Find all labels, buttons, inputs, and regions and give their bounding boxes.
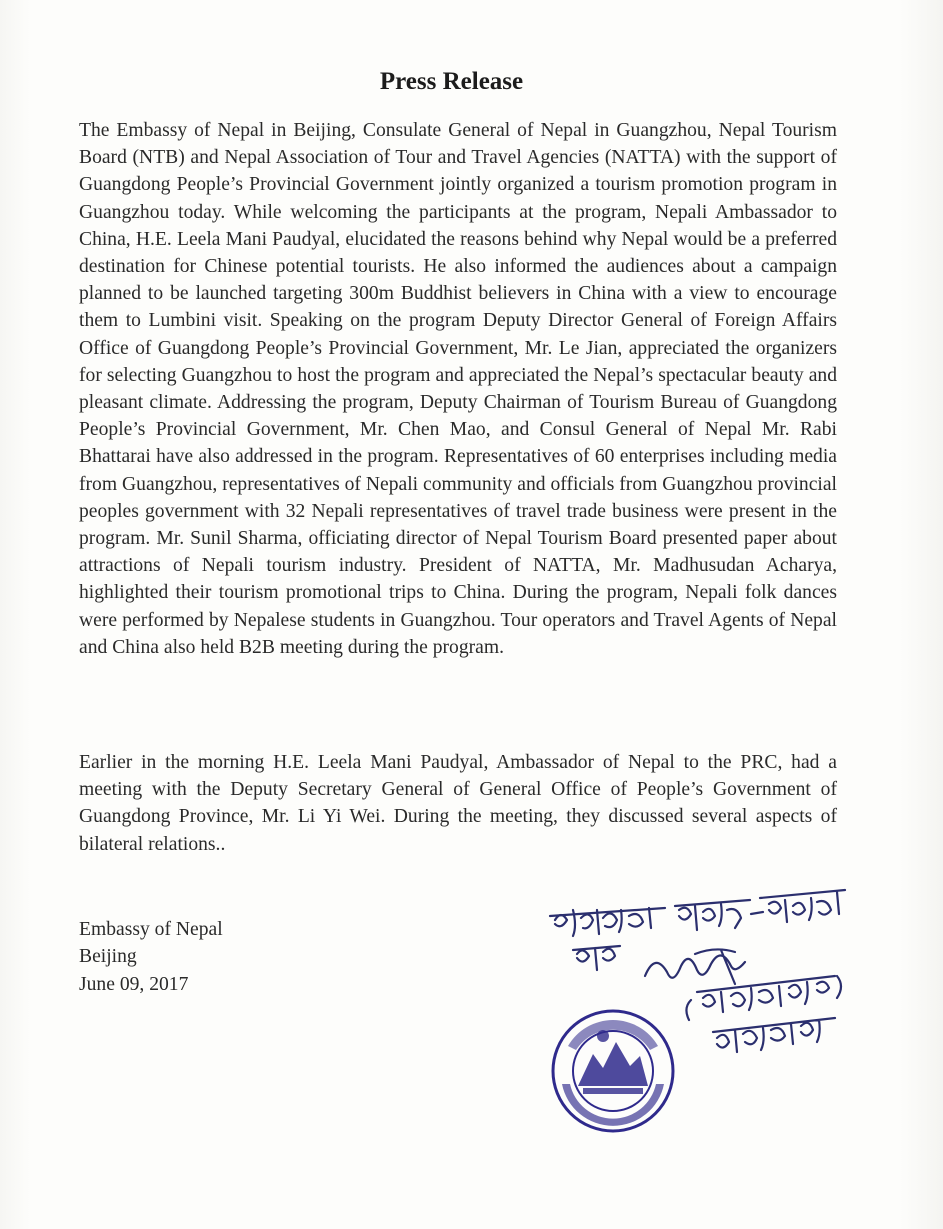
signature-block (79, 916, 223, 998)
signature-organization: Embassy of Nepal (79, 919, 223, 940)
body-paragraph-1: The Embassy of Nepal in Beijing, Consulate General of Nepal in Guangzhou, Nepal Tourism Board (NTB) and Nepal Association of Tour and Travel Agencies (NATTA) with the support of Guangdong People’s Provincial Government jointly organized a tourism promotion program in Guangzhou today. While welcoming the participants at the program, Nepali Ambassador to China, H.E. Leela Mani Paudyal, elucidated the reasons behind why Nepal would be a preferred destination for Chinese potential tourists. He also informed the audiences about a campaign planned to be launched targeting 300m Buddhist believers in China with a view to encourage them to Lumbini visit. Speaking on the program Deputy Director General of Foreign Affairs Office of Guangdong People’s Provincial Government, Mr. Le Jian, appreciated the organizers for selecting Guangzhou to host the program and appreciated the Nepal’s spectacular beauty and pleasant climate. Addressing the program, Deputy Chairman of Tourism Bureau of Guangdong People’s Provincial Government, Mr. Chen Mao, and Consul General of Nepal Mr. Rabi Bhattarai have also addressed in the program. Representatives of 60 enterprises including media from Guangzhou, representatives of Nepali community and officials from Guangzhou provincial peoples government with 32 Nepali representatives of travel trade business were present in the program. Mr. Sunil Sharma, officiating director of Nepal Tourism Board presented paper about attractions of Nepali tourism industry. President of NATTA, Mr. Madhusudan Acharya, highlighted their tourism promotional trips to China. During the program, Nepali folk dances were performed by Nepalese students in Guangzhou. Tour operators and Travel Agents of Nepal and China also held B2B meeting during the program. (79, 120, 837, 658)
page-title: Press Release (379, 68, 524, 95)
body-paragraph-2: Earlier in the morning H.E. Leela Mani Paudyal, Ambassador of Nepal to the PRC, had a meeting with the Deputy Secretary General of General Office of People’s Government of Guangdong Province, Mr. Li Yi Wei. During the meeting, they discussed several aspects of bilateral relations.. (79, 752, 837, 855)
signature-city: Beijing (79, 946, 137, 968)
consulate-seal (548, 1006, 678, 1136)
signature-date: June 09, 2017 (79, 973, 189, 995)
